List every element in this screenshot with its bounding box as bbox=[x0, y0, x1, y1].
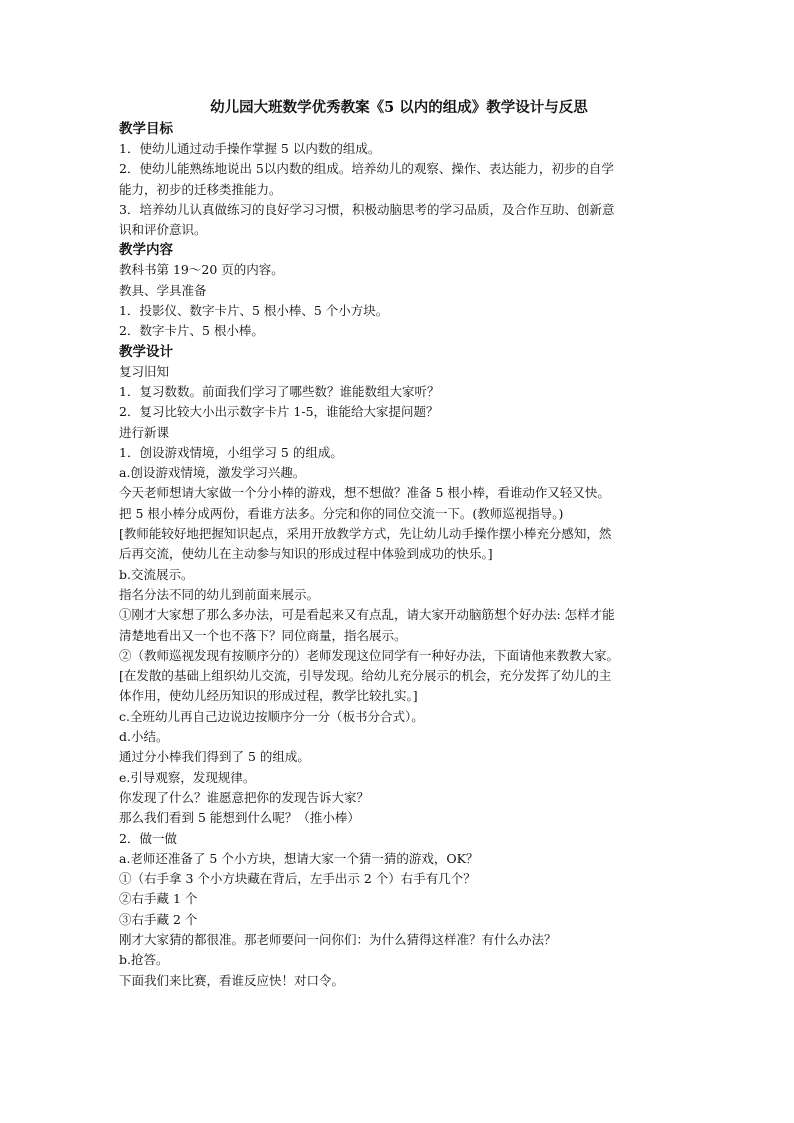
text-line: a.创设游戏情境，激发学习兴趣。 bbox=[119, 465, 306, 481]
text-line: 教科书第 19～20 页的内容。 bbox=[119, 262, 284, 278]
text-line: 通过分小棒我们得到了 5 的组成。 bbox=[119, 749, 310, 765]
section-heading: 教学设计 bbox=[119, 343, 173, 360]
text-line: 今天老师想请大家做一个分小棒的游戏，想不想做？准备 5 根小棒，看谁动作又轻又快。 bbox=[119, 485, 610, 501]
document-page bbox=[119, 97, 679, 991]
text-line: 教具、学具准备 bbox=[119, 282, 207, 298]
text-line: 那么我们看到 5 能想到什么呢？（推小棒） bbox=[119, 810, 360, 826]
text-line: 2．数字卡片、5 根小棒。 bbox=[119, 323, 264, 339]
section-design bbox=[119, 342, 679, 991]
text-line: 1．复习数数。前面我们学习了哪些数？谁能数组大家听？ bbox=[119, 383, 440, 399]
text-line: 体作用，使幼儿经历知识的形成过程，教学比较扎实。] bbox=[119, 688, 418, 704]
section-heading: 教学目标 bbox=[119, 121, 173, 137]
text-line: 1．创设游戏情境，小组学习 5 的组成。 bbox=[119, 444, 343, 460]
text-line: [教师能较好地把握知识起点，采用开放教学方式，先让幼儿动手操作摆小棒充分感知，然 bbox=[119, 526, 612, 542]
text-line: 识和评价意识。 bbox=[119, 222, 207, 238]
text-line: b.抢答。 bbox=[119, 952, 169, 968]
text-line: 复习旧知 bbox=[119, 363, 170, 379]
text-line: 下面我们来比赛，看谁反应快！对口令。 bbox=[119, 972, 345, 988]
text-line: ③右手藏 2 个 bbox=[119, 911, 198, 927]
document-title: 幼儿园大班数学优秀教案《5 以内的组成》教学设计与反思 bbox=[210, 99, 588, 116]
text-line: d.小结。 bbox=[119, 729, 169, 745]
text-line: 1．使幼儿通过动手操作掌握 5 以内数的组成。 bbox=[119, 141, 381, 156]
text-line: 进行新课 bbox=[119, 424, 170, 440]
text-line: 清楚地看出又一个也不落下？同位商量，指名展示。 bbox=[119, 627, 407, 643]
text-line: 3．培养幼儿认真做练习的良好学习习惯，积极动脑思考的学习品质，及合作互助、创新意 bbox=[119, 201, 615, 217]
text-line: 刚才大家猜的都很准。那老师要问一问你们：为什么猜得这样准？有什么办法？ bbox=[119, 931, 557, 947]
text-line: b.交流展示。 bbox=[119, 566, 194, 582]
section-objectives bbox=[119, 119, 679, 240]
text-line: 指名分法不同的幼儿到前面来展示。 bbox=[119, 586, 320, 602]
text-line: 2．复习比较大小出示数字卡片 1-5，谁能给大家提问题？ bbox=[119, 404, 439, 420]
text-line: a.老师还准备了 5 个小方块，想请大家一个猜一猜的游戏，OK？ bbox=[119, 850, 479, 866]
text-line: ①刚才大家想了那么多办法，可是看起来又有点乱，请大家开动脑筋想个好办法: 怎样才能 bbox=[119, 607, 615, 623]
text-line: 能力，初步的迁移类推能力。 bbox=[119, 181, 282, 197]
text-line: 把 5 根小棒分成两份，看谁方法多。分完和你的同位交流一下。(教师巡视指导。) bbox=[119, 505, 564, 521]
text-line: 1．投影仪、数字卡片、5 根小棒、5 个小方块。 bbox=[119, 303, 389, 319]
text-line: e.引导观察，发现规律。 bbox=[119, 769, 256, 785]
text-line: 2．做一做 bbox=[119, 830, 177, 846]
text-line: ①（右手拿 3 个小方块藏在背后，左手出示 2 个）右手有几个？ bbox=[119, 871, 476, 887]
text-line: 后再交流，使幼儿在主动参与知识的形成过程中体验到成功的快乐。] bbox=[119, 546, 493, 562]
text-line: ②右手藏 1 个 bbox=[119, 891, 198, 907]
text-line: ②（教师巡视发现有按顺序分的）老师发现这位同学有一种好办法，下面请他来教教大家。 bbox=[119, 647, 620, 663]
text-line: 你发现了什么？谁愿意把你的发现告诉大家？ bbox=[119, 789, 370, 805]
section-heading: 教学内容 bbox=[119, 242, 173, 259]
text-line: [在发散的基础上组织幼儿交流，引导发现。给幼儿充分展示的机会，充分发挥了幼儿的主 bbox=[119, 668, 612, 684]
text-line: c.全班幼儿再自己边说边按顺序分一分（板书分合式）。 bbox=[119, 708, 424, 724]
text-line: 2．使幼儿能熟练地说出 5以内数的组成。培养幼儿的观察、操作、表达能力，初步的自学 bbox=[119, 161, 614, 177]
section-content bbox=[119, 240, 679, 341]
